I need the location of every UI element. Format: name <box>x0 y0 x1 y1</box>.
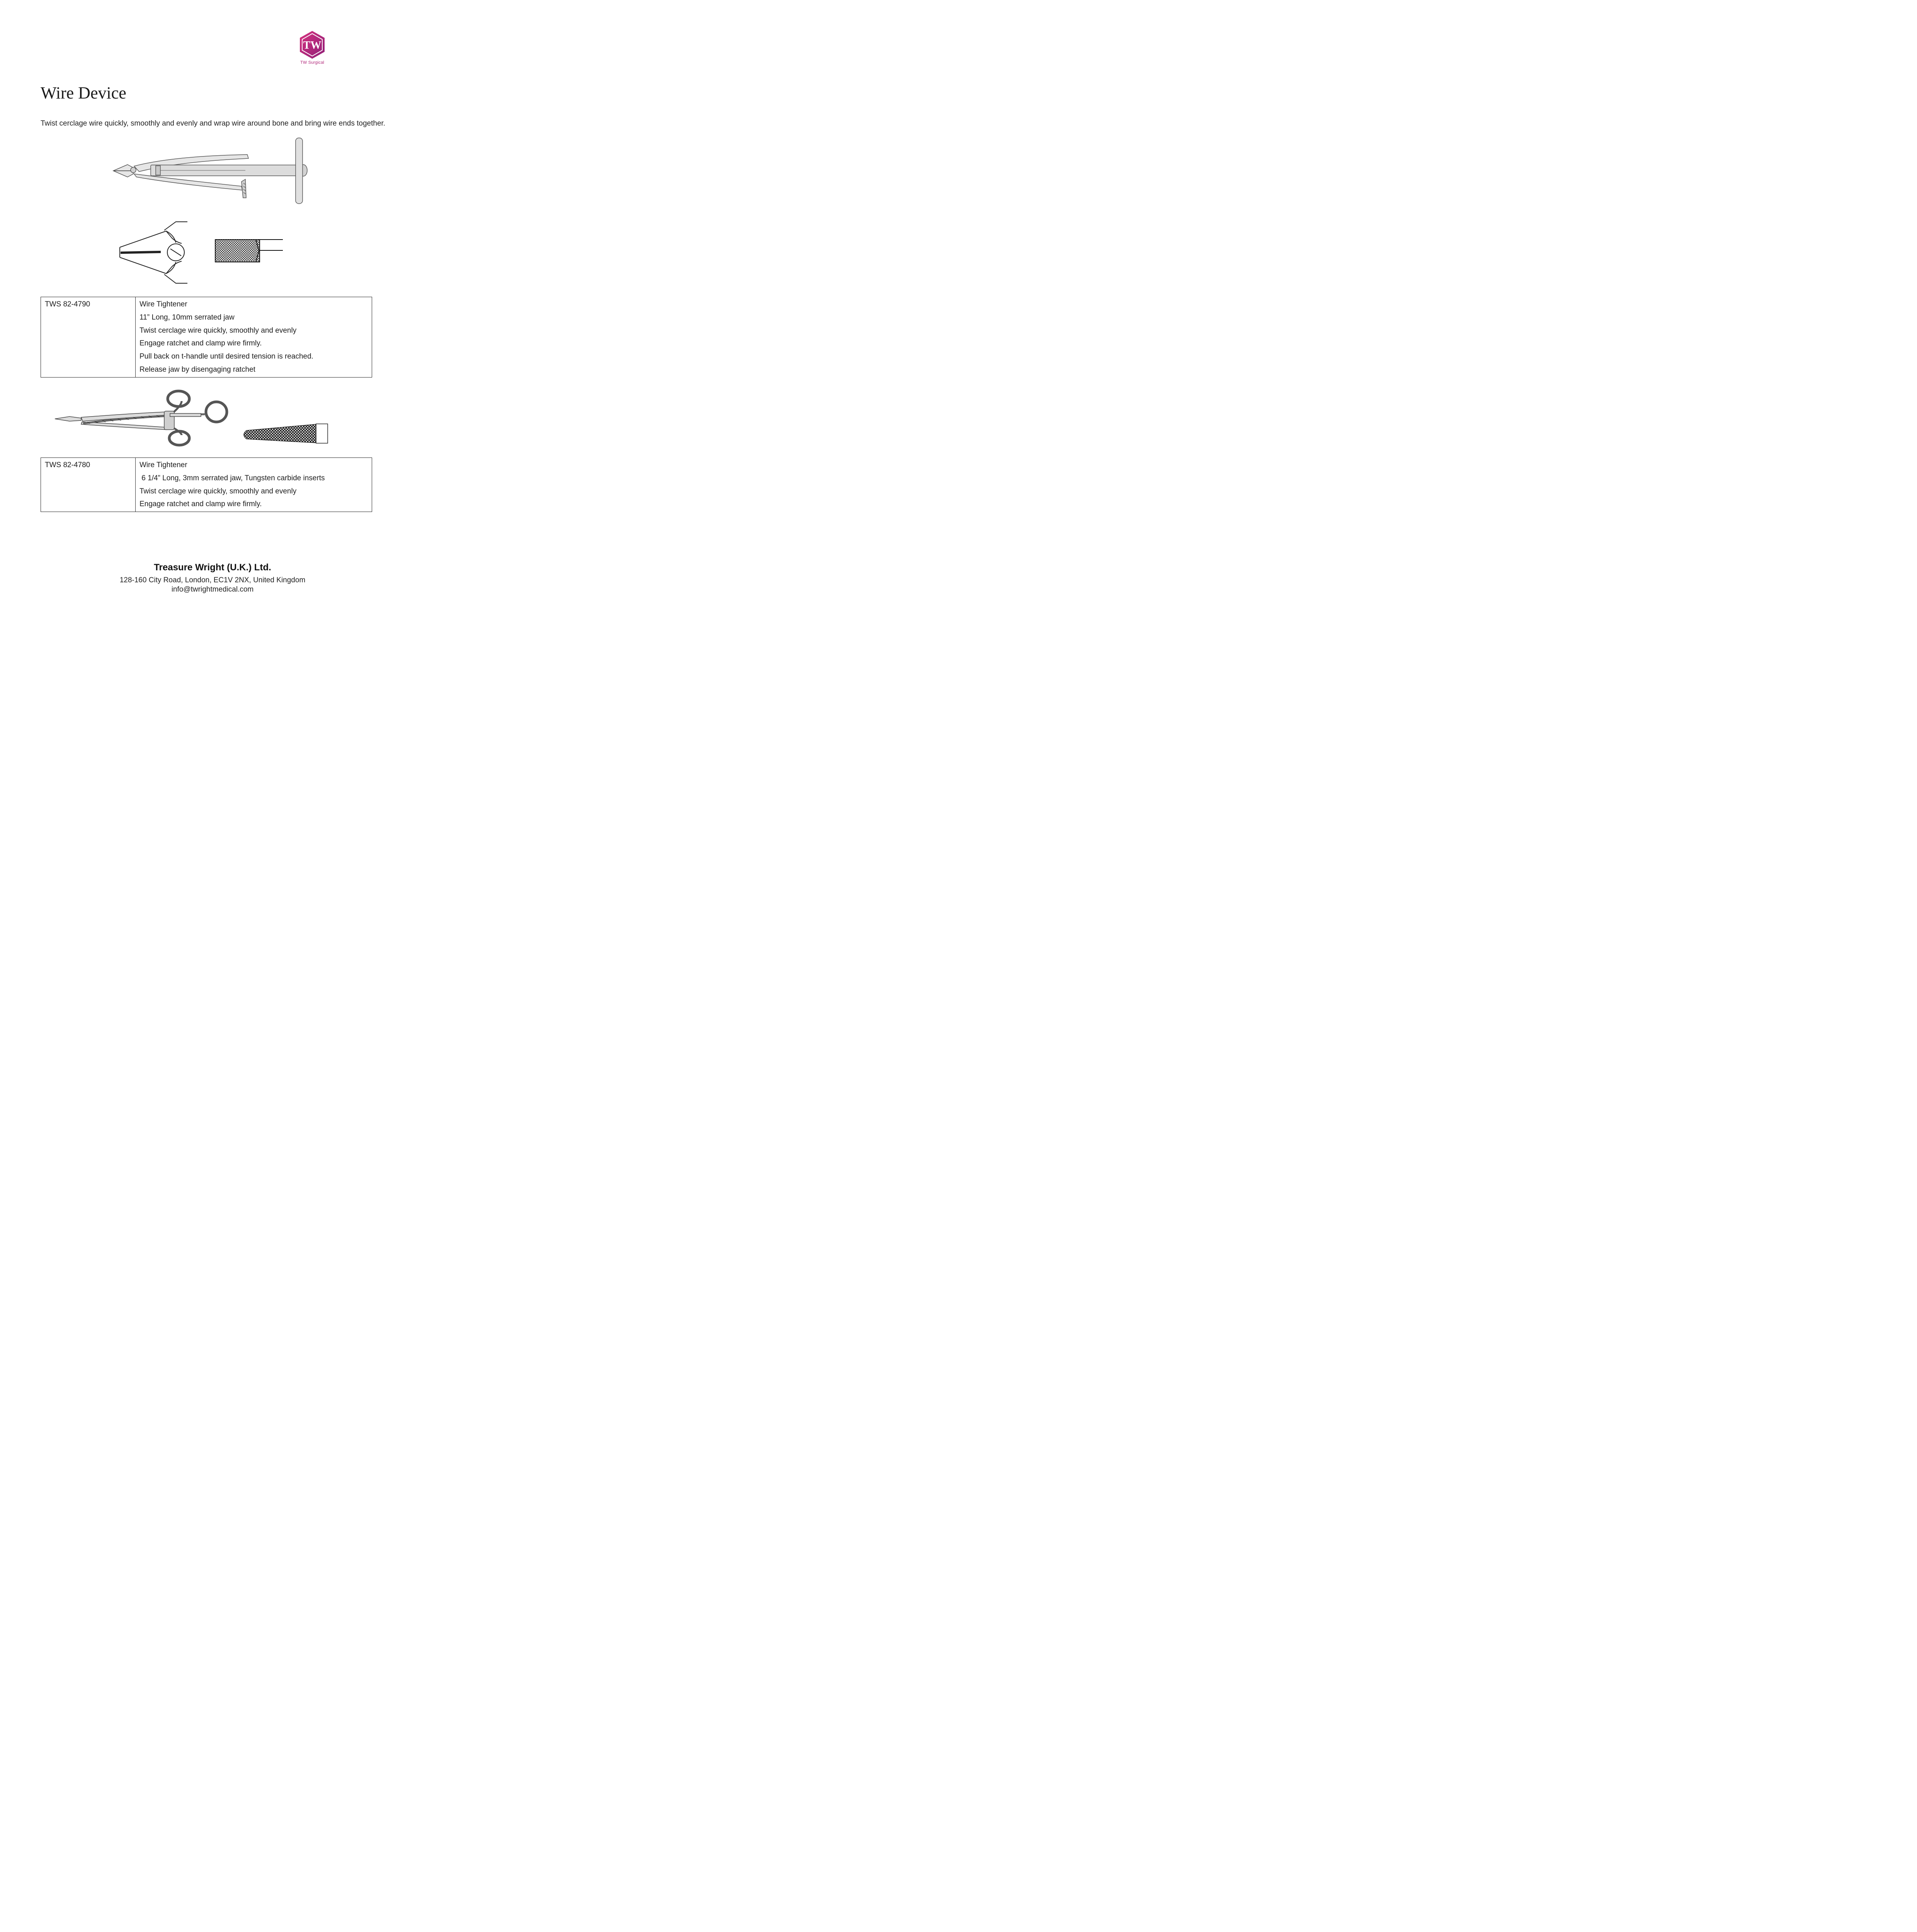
page-title: Wire Device <box>41 83 126 102</box>
footer-email: info@twrightmedical.com <box>171 585 254 594</box>
product-code: TWS 82-4790 <box>41 297 136 378</box>
product-description-line: Wire Tightener <box>139 461 187 469</box>
serrated-jaw-detail-illustration <box>213 236 287 267</box>
product-description-line: Pull back on t-handle until desired tension is reached. <box>139 352 313 361</box>
wire-tightener-needle-holder-illustration <box>54 389 232 447</box>
logo-monogram: TW <box>303 39 321 51</box>
footer-address: 128-160 City Road, London, EC1V 2NX, United Kingdom <box>119 576 306 584</box>
product-description-line: Engage ratchet and clamp wire firmly. <box>139 500 262 509</box>
logo-caption: TW Surgical <box>300 60 325 65</box>
product-description-line: 11” Long, 10mm serrated jaw <box>139 313 235 321</box>
product-description-line: Engage ratchet and clamp wire firmly. <box>139 339 262 348</box>
product-table-tws-82-4780 <box>41 457 372 512</box>
company-logo <box>297 30 328 69</box>
product-code: TWS 82-4780 <box>41 458 136 512</box>
product-description-line: Wire Tightener <box>139 300 187 308</box>
carbide-insert-tip-illustration <box>239 421 332 445</box>
product-description <box>136 458 372 512</box>
product-description-line: Release jaw by disengaging ratchet <box>139 365 255 374</box>
footer-company-name: Treasure Wright (U.K.) Ltd. <box>154 562 271 573</box>
intro-paragraph: Twist cerclage wire quickly, smoothly and evenly and wrap wire around bone and bring wire ends together. <box>41 119 386 128</box>
product-description-line: Twist cerclage wire quickly, smoothly and evenly <box>139 487 297 495</box>
table-row <box>41 297 372 378</box>
jaw-detail-illustration <box>118 219 191 285</box>
wire-tightener-t-handle-illustration <box>110 136 315 206</box>
product-table-tws-82-4790 <box>41 297 372 378</box>
product-description-line: 6 1/4” Long, 3mm serrated jaw, Tungsten carbide inserts <box>139 474 325 482</box>
product-description-line: Twist cerclage wire quickly, smoothly and evenly <box>139 326 297 335</box>
product-description <box>136 297 372 378</box>
tw-logo-icon <box>298 30 326 60</box>
table-row <box>41 458 372 512</box>
